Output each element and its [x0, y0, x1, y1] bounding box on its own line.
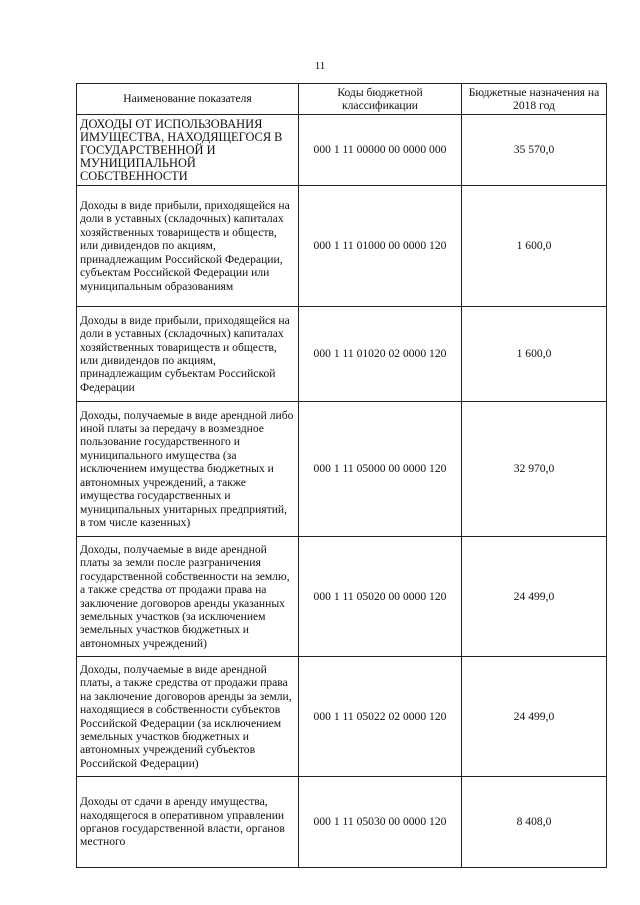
- indicator-name-cell: Доходы, получаемые в виде арендной платы, а также средства от продажи права на заключение договоров аренды за земли, находящиеся в собственности субъектов Российской Федерации (за исключением земельных участков бюджетных и автономных учреждений субъектов Российской Федерации): [77, 657, 299, 777]
- amount-cell: 24 499,0: [462, 657, 607, 777]
- budget-code-cell: 000 1 11 05020 00 0000 120: [299, 537, 462, 657]
- header-budget-amount: Бюджетные назначения на 2018 год: [462, 84, 607, 115]
- budget-table: [76, 83, 607, 868]
- table-header-row: [77, 84, 607, 115]
- amount-cell: 32 970,0: [462, 402, 607, 537]
- table-row: [77, 186, 607, 307]
- table-row: [77, 657, 607, 777]
- amount-cell: 24 499,0: [462, 537, 607, 657]
- amount-cell: 8 408,0: [462, 777, 607, 868]
- indicator-name-cell: Доходы в виде прибыли, приходящейся на доли в уставных (складочных) капиталах хозяйственных товариществ и обществ, или дивидендов по акциям, принадлежащим Российской Федерации, субъектам Российской Федерации или муниципальным образованиям: [77, 186, 299, 307]
- header-indicator-name: Наименование показателя: [77, 84, 299, 115]
- table-row: [77, 777, 607, 868]
- header-budget-code: Коды бюджетной классификации: [299, 84, 462, 115]
- budget-code-cell: 000 1 11 05000 00 0000 120: [299, 402, 462, 537]
- page-number: 11: [314, 60, 326, 72]
- indicator-name-cell: ДОХОДЫ ОТ ИСПОЛЬЗОВАНИЯ ИМУЩЕСТВА, НАХОДЯЩЕГОСЯ В ГОСУДАРСТВЕННОЙ И МУНИЦИПАЛЬНОЙ СОБСТВЕННОСТИ: [77, 115, 299, 186]
- table-row: [77, 115, 607, 186]
- table-row: [77, 537, 607, 657]
- indicator-name-cell: Доходы, получаемые в виде арендной либо иной платы за передачу в возмездное пользование государственного и муниципального имущества (за исключением имущества бюджетных и автономных учреждений, а также имущества государственных и муниципальных унитарных предприятий, в том числе казенных): [77, 402, 299, 537]
- indicator-name-cell: Доходы от сдачи в аренду имущества, находящегося в оперативном управлении органов государственной власти, органов местного: [77, 777, 299, 868]
- amount-cell: 35 570,0: [462, 115, 607, 186]
- amount-cell: 1 600,0: [462, 186, 607, 307]
- budget-code-cell: 000 1 11 05030 00 0000 120: [299, 777, 462, 868]
- budget-code-cell: 000 1 11 00000 00 0000 000: [299, 115, 462, 186]
- table-row: [77, 402, 607, 537]
- indicator-name-cell: Доходы, получаемые в виде арендной платы за земли после разграничения государственной собственности на землю, а также средства от продажи права на заключение договоров аренды указанных земельных участков (за исключением земельных участков бюджетных и автономных учреждений): [77, 537, 299, 657]
- budget-code-cell: 000 1 11 01020 02 0000 120: [299, 307, 462, 402]
- budget-code-cell: 000 1 11 05022 02 0000 120: [299, 657, 462, 777]
- amount-cell: 1 600,0: [462, 307, 607, 402]
- indicator-name-cell: Доходы в виде прибыли, приходящейся на доли в уставных (складочных) капиталах хозяйственных товариществ и обществ, или дивидендов по акциям, принадлежащим субъектам Российской Федерации: [77, 307, 299, 402]
- table-row: [77, 307, 607, 402]
- budget-code-cell: 000 1 11 01000 00 0000 120: [299, 186, 462, 307]
